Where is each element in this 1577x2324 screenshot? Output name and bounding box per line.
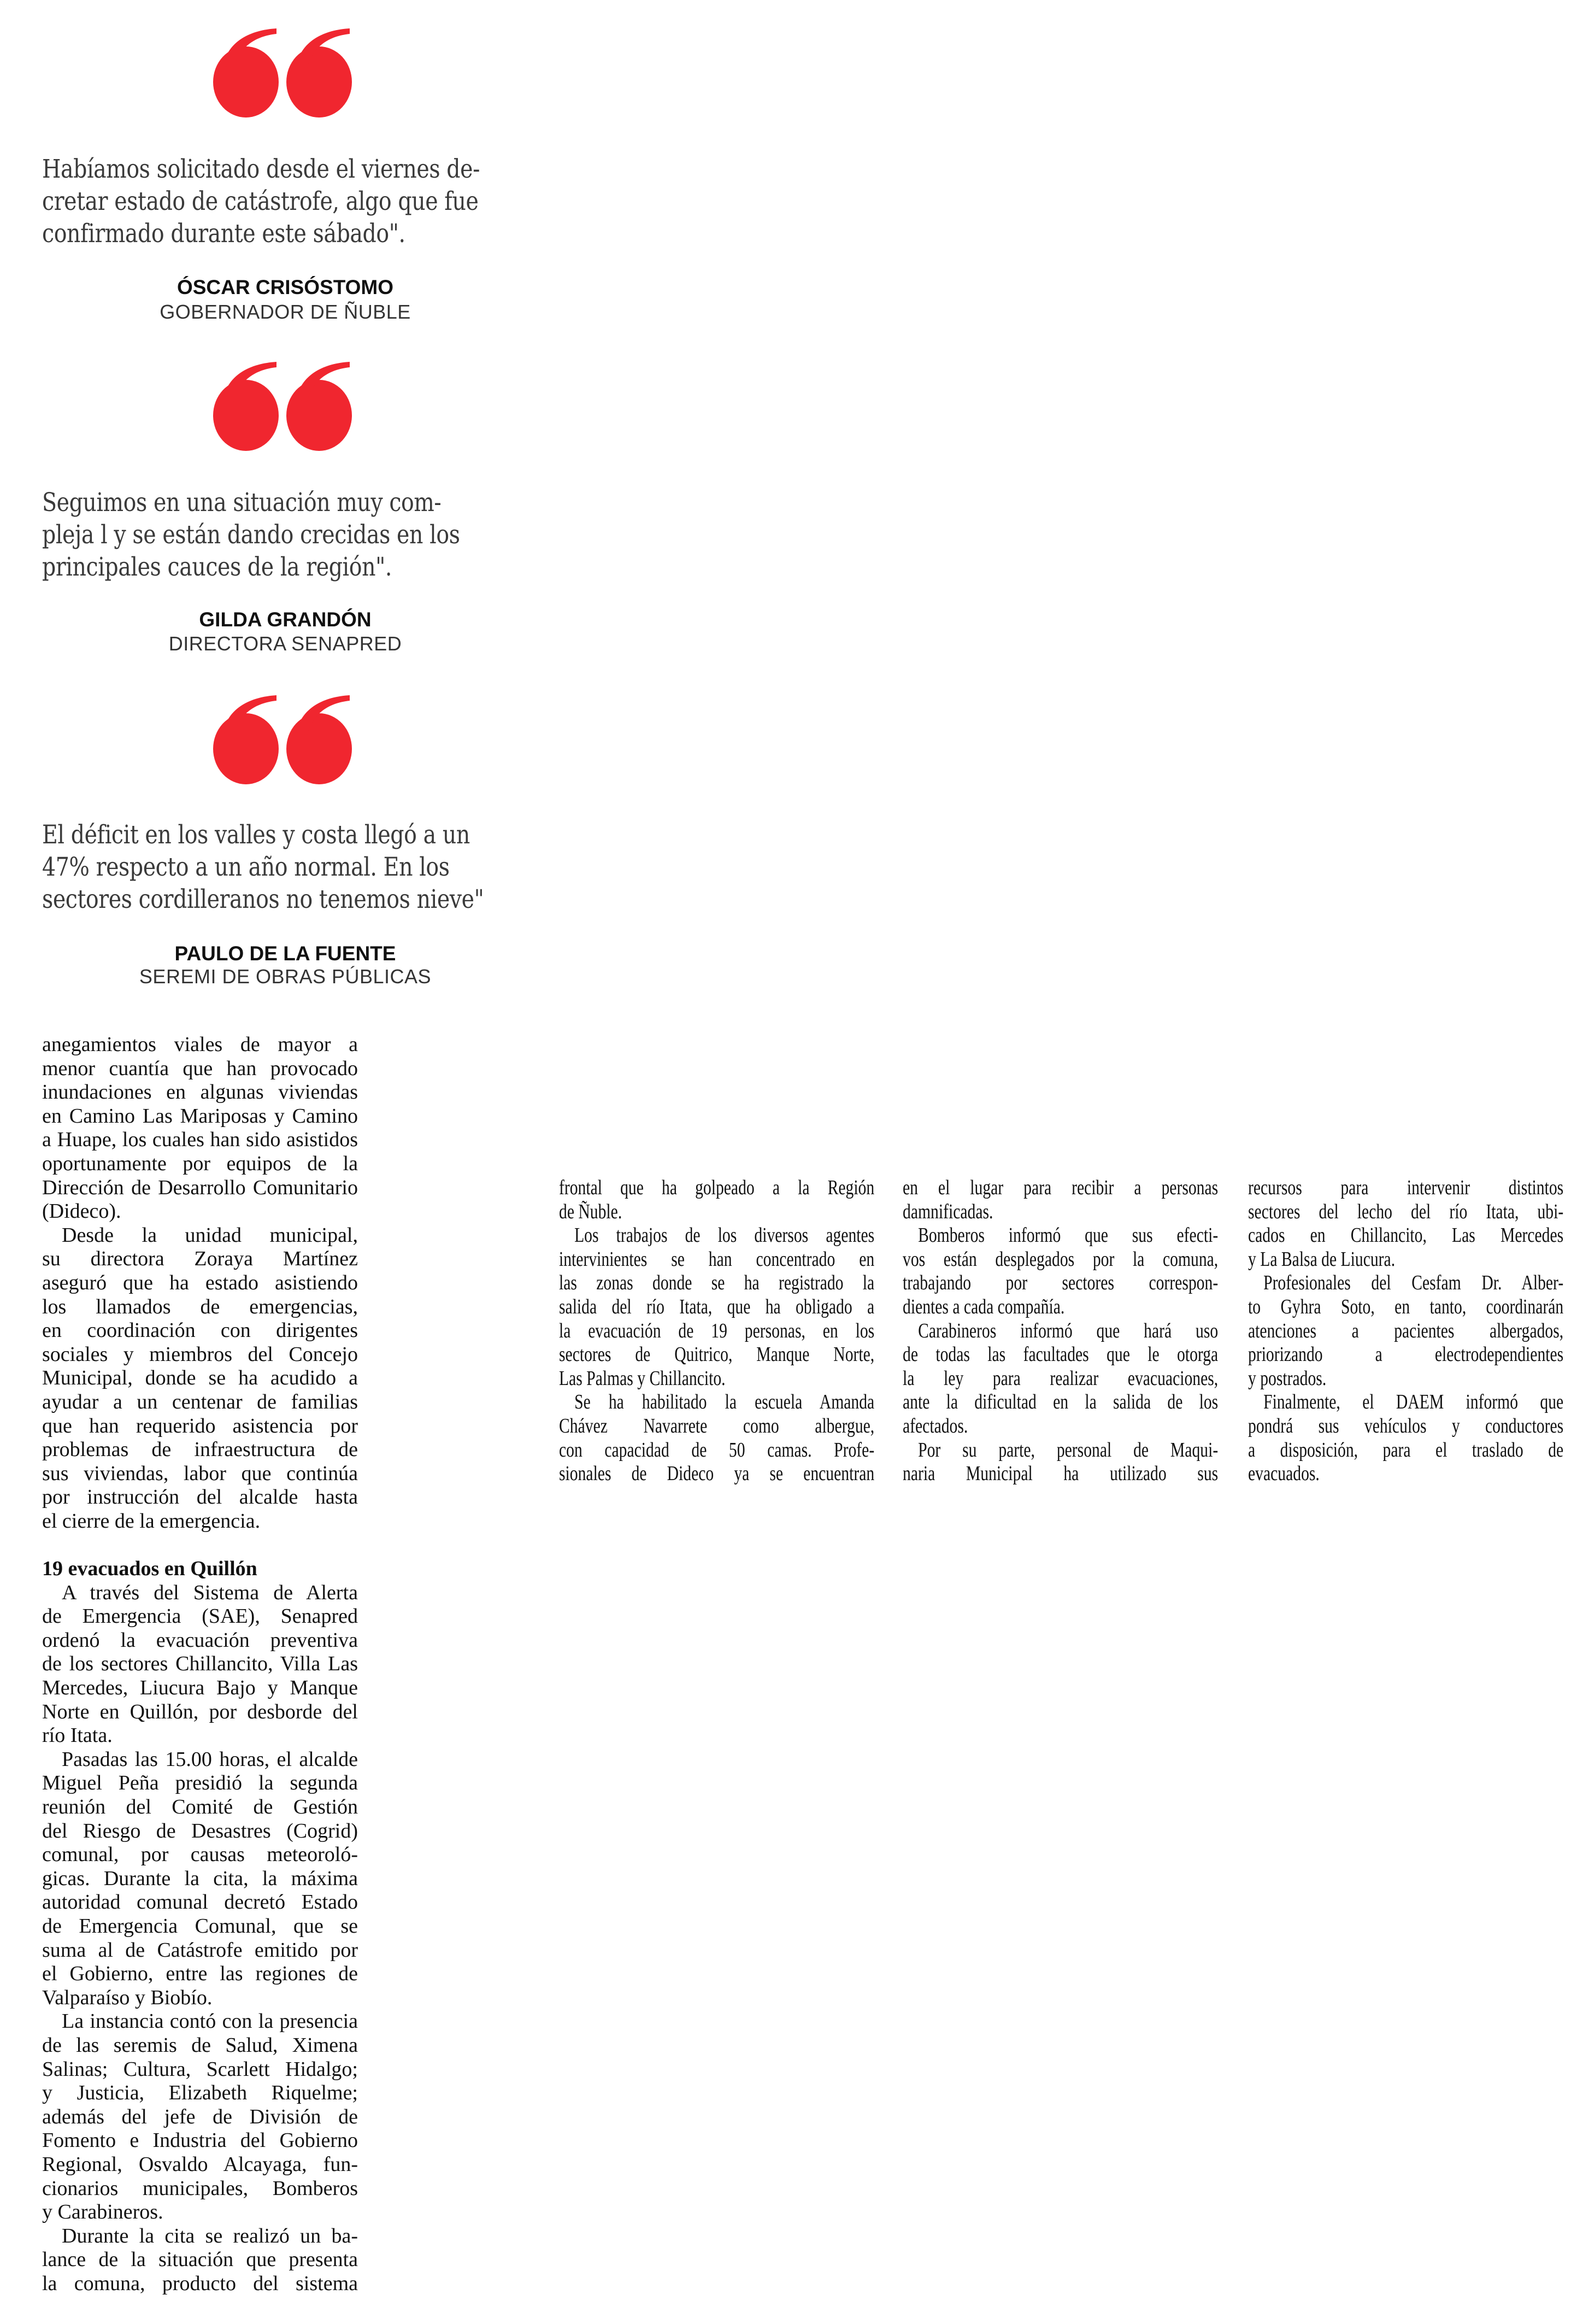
quote-mark-icon: [212, 694, 360, 784]
paragraph: [559, 1176, 874, 1224]
text-line: sectores del lecho del río Itata, ubi-: [1248, 1200, 1564, 1223]
text-line: cionarios municipales, Bomberos: [42, 2176, 358, 2200]
paragraph: [42, 1033, 358, 1224]
text-line: cados en Chillancito, Las Mercedes: [1248, 1224, 1564, 1247]
quote-mark-icon: [212, 361, 360, 451]
paragraph: [903, 1319, 1218, 1439]
text-line: Profesionales del Cesfam Dr. Alber-: [1263, 1271, 1564, 1295]
column-text: [559, 1176, 874, 1486]
text-line: trabajando por sectores correspon-: [903, 1271, 1219, 1295]
text-line: La instancia contó con la presencia: [62, 2010, 358, 2033]
text-line: además del jefe de División de: [42, 2105, 358, 2128]
text-line: menor cuantía que han provocado: [42, 1057, 358, 1080]
text-line: Finalmente, el DAEM informó que: [1263, 1390, 1564, 1414]
paragraph: [42, 2225, 358, 2296]
paragraph: [903, 1176, 1218, 1224]
text-line: Fomento e Industria del Gobierno: [42, 2129, 358, 2152]
text-line: Miguel Peña presidió la segunda: [42, 1771, 358, 1795]
text-line: sectores de Quitrico, Manque Norte,: [559, 1343, 875, 1366]
text-line: sionales de Dideco ya se encuentran: [559, 1462, 875, 1486]
text-line: to Gyhra Soto, en tanto, coordinarán: [1248, 1295, 1564, 1318]
text-line: el Gobierno, entre las regiones de: [42, 1962, 358, 1986]
quote-line: sectores cordilleranos no tenemos nieve": [42, 884, 484, 914]
text-line: y La Balsa de Liucura.: [1248, 1247, 1396, 1271]
text-line: de los sectores Chillancito, Villa Las: [42, 1652, 358, 1676]
text-line: de Ñuble.: [559, 1200, 622, 1223]
text-line: de las seremis de Salud, Ximena: [42, 2033, 358, 2057]
text-line: comunal, por causas meteoroló-: [42, 1843, 358, 1867]
text-line: la comuna, producto del sistema: [42, 2272, 358, 2295]
text-line: a disposición, para el traslado de: [1248, 1438, 1564, 1462]
quote-line: Seguimos en una situación muy com-: [42, 488, 442, 518]
text-line: la evacuación de 19 personas, en los: [559, 1319, 875, 1342]
text-line: ayudar a un centenar de familias: [42, 1390, 358, 1413]
text-line: Carabineros informó que hará uso: [918, 1319, 1219, 1342]
text-line: recursos para intervenir distintos: [1248, 1176, 1564, 1199]
text-line: afectados.: [903, 1414, 968, 1437]
text-line: Desde la unidad municipal,: [62, 1223, 358, 1247]
quote-author-name: GILDA GRANDÓN: [199, 608, 372, 631]
text-line: vos están desplegados por la comuna,: [903, 1247, 1219, 1271]
article-column-4: [1248, 1176, 1577, 1486]
text-line: ante la dificultad en la salida de los: [903, 1390, 1219, 1414]
text-line: de Emergencia (SAE), Senapred: [42, 1605, 358, 1628]
text-line: Pasadas las 15.00 horas, el alcalde: [62, 1747, 358, 1771]
text-line: en Camino Las Mariposas y Camino: [42, 1104, 358, 1128]
quote-author-name: PAULO DE LA FUENTE: [174, 942, 396, 965]
quote-line: cretar estado de catástrofe, algo que fue: [42, 186, 479, 216]
text-line: Chávez Navarrete como albergue,: [559, 1414, 875, 1437]
text-line: la ley para realizar evacuaciones,: [903, 1366, 1219, 1390]
text-line: en coordinación con dirigentes: [42, 1319, 358, 1342]
text-line: Se ha habilitado la escuela Amanda: [574, 1390, 875, 1414]
article-column-1: [42, 1033, 358, 2296]
text-line: río Itata.: [42, 1724, 113, 1747]
paragraph: [42, 2010, 358, 2224]
paragraph: [903, 1439, 1218, 1486]
text-line: Los trabajos de los diversos agentes: [574, 1224, 875, 1247]
quote-line: Habíamos solicitado desde el viernes de-: [42, 154, 480, 184]
text-line: Salinas; Cultura, Scarlett Hidalgo;: [42, 2057, 358, 2081]
text-line: damnificadas.: [903, 1200, 993, 1223]
text-line: problemas de infraestructura de: [42, 1438, 358, 1462]
paragraph: [42, 1581, 358, 1748]
text-line: intervinientes se han concentrado en: [559, 1247, 875, 1271]
text-line: evacuados.: [1248, 1462, 1320, 1486]
column-text: [1248, 1176, 1563, 1486]
text-line: ordenó la evacuación preventiva: [42, 1628, 358, 1652]
text-line: de Emergencia Comunal, que se: [42, 1914, 358, 1938]
text-line: aseguró que ha estado asistiendo: [42, 1271, 358, 1294]
text-line: Por su parte, personal de Maqui-: [918, 1438, 1219, 1462]
text-line: oportunamente por equipos de la: [42, 1152, 358, 1175]
text-line: (Dideco).: [42, 1200, 121, 1223]
text-line: que han requerido asistencia por: [42, 1414, 358, 1437]
text-line: su directora Zoraya Martínez: [42, 1247, 358, 1271]
text-line: sociales y miembros del Concejo: [42, 1342, 358, 1366]
text-line: las zonas donde se ha registrado la: [559, 1271, 875, 1295]
text-line: del Riesgo de Desastres (Cogrid): [42, 1819, 358, 1842]
text-line: Municipal, donde se ha acudido a: [42, 1366, 358, 1390]
text-line: salida del río Itata, que ha obligado a: [559, 1295, 875, 1318]
text-line: por instrucción del alcalde hasta: [42, 1486, 358, 1509]
text-line: inundaciones en algunas viviendas: [42, 1081, 358, 1104]
quote-mark-icon: [212, 27, 360, 118]
spacer: [42, 1533, 358, 1557]
text-line: frontal que ha golpeado a la Región: [559, 1176, 875, 1199]
text-line: y Carabineros.: [42, 2200, 163, 2224]
text-line: suma al de Catástrofe emitido por: [42, 1938, 358, 1962]
text-line: de todas las facultades que le otorga: [903, 1343, 1219, 1366]
paragraph: [1248, 1271, 1563, 1390]
text-line: autoridad comunal decretó Estado: [42, 1891, 358, 1914]
text-line: anegamientos viales de mayor a: [42, 1033, 358, 1056]
text-line: lance de la situación que presenta: [42, 2248, 358, 2272]
text-line: pondrá sus vehículos y conductores: [1248, 1414, 1564, 1437]
quote-author-name: ÓSCAR CRISÓSTOMO: [176, 276, 394, 298]
paragraph: [42, 1224, 358, 1534]
text-line: el cierre de la emergencia.: [42, 1509, 261, 1533]
text-line: Bomberos informó que sus efecti-: [918, 1224, 1219, 1247]
text-line: Mercedes, Liucura Bajo y Manque: [42, 1676, 358, 1700]
text-line: atenciones a pacientes albergados,: [1248, 1319, 1564, 1342]
text-line: y postrados.: [1248, 1366, 1327, 1390]
text-line: Dirección de Desarrollo Comunitario: [42, 1176, 358, 1199]
text-line: priorizando a electrodependientes: [1248, 1343, 1564, 1366]
quote-author-role: GOBERNADOR DE ÑUBLE: [160, 301, 411, 323]
text-line: reunión del Comité de Gestión: [42, 1795, 358, 1818]
text-line: Norte en Quillón, por desborde del: [42, 1700, 358, 1723]
text-line: sus viviendas, labor que continúa: [42, 1462, 358, 1485]
paragraph: [1248, 1390, 1563, 1486]
quote-text: [42, 486, 520, 583]
quote-line: El déficit en los valles y costa llegó a un: [42, 820, 470, 850]
text-line: Durante la cita se realizó un ba-: [62, 2224, 358, 2247]
quote-line: pleja l y se están dando crecidas en los: [42, 520, 460, 550]
text-line: a Huape, los cuales han sido asistidos: [42, 1128, 358, 1152]
article-column-3: [903, 1176, 1307, 1486]
paragraph: [1248, 1176, 1563, 1271]
quote-author-role: SEREMI DE OBRAS PÚBLICAS: [139, 965, 432, 988]
column-text: [903, 1176, 1218, 1486]
text-line: en el lugar para recibir a personas: [903, 1176, 1219, 1199]
text-line: los llamados de emergencias,: [42, 1295, 358, 1318]
quote-line: confirmado durante este sábado".: [42, 219, 405, 249]
quote-line: principales cauces de la región".: [42, 552, 392, 582]
text-line: dientes a cada compañía.: [903, 1295, 1065, 1318]
text-line: A través del Sistema de Alerta: [62, 1581, 358, 1604]
text-line: naria Municipal ha utilizado sus: [903, 1462, 1219, 1486]
paragraph: [559, 1224, 874, 1390]
quote-text: [42, 819, 520, 915]
text-line: Valparaíso y Biobío.: [42, 1986, 213, 2009]
section-heading: 19 evacuados en Quillón: [42, 1557, 257, 1581]
quote-author-role: DIRECTORA SENAPRED: [168, 632, 402, 655]
paragraph: [903, 1224, 1218, 1319]
paragraph: [559, 1390, 874, 1486]
text-line: Las Palmas y Chillancito.: [559, 1366, 726, 1390]
paragraph: [42, 1748, 358, 2010]
quote-line: 47% respecto a un año normal. En los: [42, 852, 450, 882]
text-line: con capacidad de 50 camas. Profe-: [559, 1438, 875, 1462]
text-line: gicas. Durante la cita, la máxima: [42, 1867, 358, 1890]
text-line: y Justicia, Elizabeth Riquelme;: [42, 2081, 358, 2105]
text-line: Regional, Osvaldo Alcayaga, fun-: [42, 2152, 358, 2176]
quote-text: [42, 153, 520, 250]
